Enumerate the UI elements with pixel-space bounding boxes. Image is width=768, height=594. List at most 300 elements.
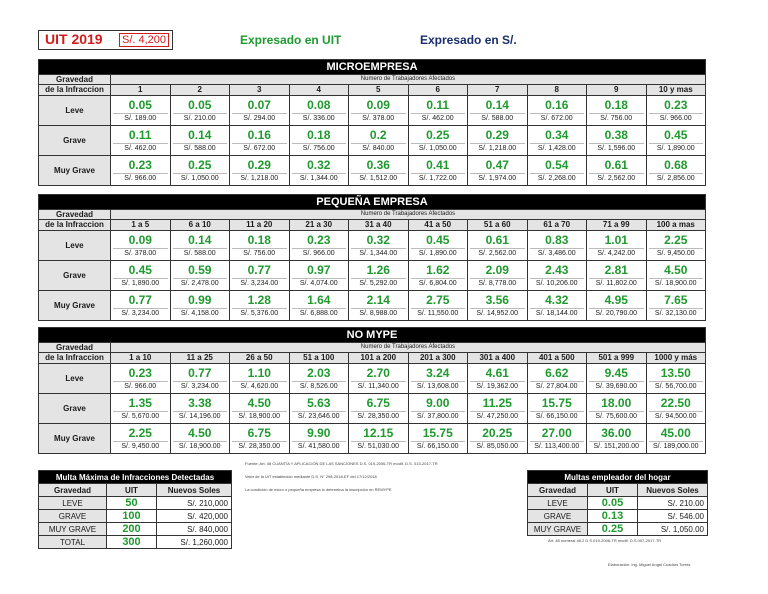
column-header: 5 <box>349 85 409 96</box>
fine-uit: 0.77 <box>128 292 152 307</box>
household-fines-table <box>527 470 708 536</box>
gravedad-cell: GRAVE <box>528 510 588 523</box>
fine-soles: S/. 1,050.00 <box>173 173 228 183</box>
gravedad-header-2: de la Infraccion <box>39 220 111 231</box>
fine-uit: 0.29 <box>485 127 509 142</box>
uit-cell: 200 <box>107 523 157 536</box>
fine-cell <box>587 394 647 424</box>
fine-uit: 0.05 <box>188 97 212 112</box>
fine-cell <box>408 291 468 321</box>
fine-uit: 9.00 <box>426 395 450 410</box>
fine-soles: S/. 6,804.00 <box>411 278 466 288</box>
fine-cell <box>408 96 468 126</box>
fine-uit: 2.75 <box>426 292 450 307</box>
fine-cell <box>289 261 349 291</box>
column-header: 1000 y más <box>646 353 706 364</box>
fine-uit: 0.54 <box>545 157 569 172</box>
fine-cell <box>408 364 468 394</box>
fine-cell <box>646 126 706 156</box>
fine-soles: S/. 9,450.00 <box>113 441 168 451</box>
fine-cell <box>646 96 706 126</box>
column-header: 41 a 50 <box>408 220 468 231</box>
fine-soles: S/. 3,486.00 <box>530 248 585 258</box>
fine-cell <box>408 424 468 454</box>
fine-cell <box>408 394 468 424</box>
fine-uit: 0.23 <box>664 97 688 112</box>
max-col-soles: Nuevos Soles <box>157 484 232 497</box>
fine-cell <box>111 424 171 454</box>
fine-uit: 2.43 <box>545 262 569 277</box>
fine-soles: S/. 1,218.00 <box>232 173 287 183</box>
column-header: 401 a 500 <box>527 353 587 364</box>
fines-matrix <box>38 327 706 454</box>
fine-soles: S/. 18,900.00 <box>232 411 287 421</box>
fine-soles: S/. 588.00 <box>470 113 525 123</box>
table-row <box>39 536 232 549</box>
fine-uit: 0.09 <box>128 232 152 247</box>
soles-cell: S/. 1,050.00 <box>638 523 708 536</box>
fine-cell <box>646 364 706 394</box>
fine-soles: S/. 66,150.00 <box>411 441 466 451</box>
fine-uit: 4.32 <box>545 292 569 307</box>
fine-uit: 3.56 <box>485 292 509 307</box>
fine-soles: S/. 378.00 <box>351 113 406 123</box>
fine-uit: 0.41 <box>426 157 450 172</box>
fine-cell <box>468 261 528 291</box>
fine-uit: 0.77 <box>247 262 271 277</box>
fine-soles: S/. 20,790.00 <box>589 308 644 318</box>
fine-cell <box>468 156 528 186</box>
fine-uit: 36.00 <box>601 425 632 440</box>
fine-cell <box>349 261 409 291</box>
table-row <box>39 364 706 394</box>
fine-soles: S/. 2,562.00 <box>470 248 525 258</box>
fine-uit: 0.25 <box>188 157 212 172</box>
fine-cell <box>587 261 647 291</box>
gravedad-cell: MUY GRAVE <box>39 523 107 536</box>
fine-cell <box>349 291 409 321</box>
fine-cell <box>230 424 290 454</box>
fine-cell <box>349 96 409 126</box>
table-row <box>528 523 708 536</box>
fine-soles: S/. 39,690.00 <box>589 381 644 391</box>
section-title: MICROEMPRESA <box>39 60 706 75</box>
fines-matrix <box>38 194 706 321</box>
soles-cell: S/. 546.00 <box>638 510 708 523</box>
section-0 <box>38 59 706 186</box>
max-col-uit: UIT <box>107 484 157 497</box>
fine-soles: S/. 672.00 <box>232 143 287 153</box>
fine-soles: S/. 66,150.00 <box>530 411 585 421</box>
fine-uit: 0.97 <box>307 262 331 277</box>
fine-uit: 2.81 <box>604 262 628 277</box>
fine-cell <box>587 126 647 156</box>
fine-soles: S/. 1,596.00 <box>589 143 644 153</box>
fine-uit: 0.05 <box>128 97 152 112</box>
table-row <box>39 291 706 321</box>
fine-soles: S/. 18,900.00 <box>173 441 228 451</box>
fine-uit: 1.35 <box>128 395 152 410</box>
table-row <box>528 510 708 523</box>
fine-soles: S/. 37,800.00 <box>411 411 466 421</box>
trabajadores-header: Numero de Trabajadores Afectados <box>111 210 706 220</box>
fine-soles: S/. 14,196.00 <box>173 411 228 421</box>
fine-cell <box>170 156 230 186</box>
fine-soles: S/. 51,030.00 <box>351 441 406 451</box>
fine-uit: 0.23 <box>128 365 152 380</box>
fine-uit: 0.07 <box>247 97 271 112</box>
fine-cell <box>170 96 230 126</box>
table-row <box>39 96 706 126</box>
fine-uit: 0.29 <box>247 157 271 172</box>
fine-cell <box>170 291 230 321</box>
fine-uit: 0.11 <box>128 127 152 142</box>
fine-soles: S/. 756.00 <box>292 143 347 153</box>
fine-cell <box>230 96 290 126</box>
fine-cell <box>170 364 230 394</box>
column-header: 51 a 100 <box>289 353 349 364</box>
fine-cell <box>646 231 706 261</box>
uit-cell: 0.05 <box>588 497 638 510</box>
fine-uit: 0.36 <box>366 157 390 172</box>
fine-soles: S/. 11,802.00 <box>589 278 644 288</box>
fine-cell <box>289 394 349 424</box>
fine-uit: 1.01 <box>604 232 628 247</box>
fine-soles: S/. 11,550.00 <box>411 308 466 318</box>
fine-soles: S/. 11,340.00 <box>351 381 406 391</box>
fine-cell <box>527 424 587 454</box>
fine-soles: S/. 966.00 <box>113 173 168 183</box>
column-header: 100 a mas <box>646 220 706 231</box>
column-header: 9 <box>587 85 647 96</box>
gravedad-cell: LEVE <box>39 497 107 510</box>
fine-uit: 15.75 <box>541 395 572 410</box>
fine-soles: S/. 41,580.00 <box>292 441 347 451</box>
fine-uit: 0.14 <box>485 97 509 112</box>
fine-uit: 3.24 <box>426 365 450 380</box>
fine-soles: S/. 56,700.00 <box>649 381 704 391</box>
fine-uit: 0.16 <box>247 127 271 142</box>
fine-uit: 0.23 <box>307 232 331 247</box>
column-header: 11 a 20 <box>230 220 290 231</box>
fine-uit: 0.32 <box>307 157 331 172</box>
fine-soles: S/. 756.00 <box>589 113 644 123</box>
gravedad-cell: TOTAL <box>39 536 107 549</box>
fine-uit: 1.10 <box>247 365 271 380</box>
fine-uit: 2.14 <box>366 292 390 307</box>
fine-soles: S/. 2,562.00 <box>589 173 644 183</box>
fine-cell <box>646 261 706 291</box>
fine-soles: S/. 966.00 <box>292 248 347 258</box>
fine-soles: S/. 27,804.00 <box>530 381 585 391</box>
table-row <box>39 497 232 510</box>
fine-soles: S/. 966.00 <box>649 113 704 123</box>
fine-uit: 0.14 <box>188 127 212 142</box>
column-header: 26 a 50 <box>230 353 290 364</box>
fine-cell <box>468 96 528 126</box>
fine-uit: 18.00 <box>601 395 632 410</box>
fine-cell <box>349 156 409 186</box>
fine-cell <box>349 364 409 394</box>
fine-soles: S/. 1,890.00 <box>411 248 466 258</box>
row-label: Leve <box>39 231 111 261</box>
column-header: 11 a 25 <box>170 353 230 364</box>
fine-soles: S/. 32,130.00 <box>649 308 704 318</box>
table-row <box>39 261 706 291</box>
fine-uit: 1.62 <box>426 262 450 277</box>
hogar-col-gravedad: Gravedad <box>528 484 588 497</box>
fine-uit: 4.50 <box>188 425 212 440</box>
row-label: Leve <box>39 364 111 394</box>
fine-soles: S/. 6,888.00 <box>292 308 347 318</box>
fine-soles: S/. 5,376.00 <box>232 308 287 318</box>
fine-uit: 11.25 <box>482 395 512 410</box>
fine-soles: S/. 378.00 <box>113 248 168 258</box>
column-header: 51 a 60 <box>468 220 528 231</box>
trabajadores-header: Numero de Trabajadores Afectados <box>111 343 706 353</box>
column-header: 6 <box>408 85 468 96</box>
soles-cell: S/. 1,260,000 <box>157 536 232 549</box>
gravedad-cell: LEVE <box>528 497 588 510</box>
fine-uit: 0.45 <box>426 232 450 247</box>
column-header: 301 a 400 <box>468 353 528 364</box>
fine-soles: S/. 23,646.00 <box>292 411 347 421</box>
row-label: Leve <box>39 96 111 126</box>
trabajadores-header: Numero de Trabajadores Afectados <box>111 75 706 85</box>
fine-uit: 3.38 <box>188 395 212 410</box>
fine-soles: S/. 47,250.00 <box>470 411 525 421</box>
column-header: 3 <box>230 85 290 96</box>
credit: Elaboración: Ing. Miguel Angel Cuadros Torres <box>608 562 691 567</box>
fine-soles: S/. 151,200.00 <box>589 441 644 451</box>
column-header: 21 a 30 <box>289 220 349 231</box>
row-label: Grave <box>39 261 111 291</box>
fine-cell <box>587 156 647 186</box>
uit-value: S/. 4,200 <box>119 33 169 47</box>
fine-soles: S/. 14,952.00 <box>470 308 525 318</box>
uit-cell: 100 <box>107 510 157 523</box>
fine-soles: S/. 966.00 <box>113 381 168 391</box>
fine-uit: 4.61 <box>485 365 509 380</box>
fine-soles: S/. 19,362.00 <box>470 381 525 391</box>
fine-cell <box>408 126 468 156</box>
gravedad-header: Gravedad <box>39 210 111 220</box>
fine-cell <box>408 231 468 261</box>
uit-cell: 300 <box>107 536 157 549</box>
fine-soles: S/. 4,074.00 <box>292 278 347 288</box>
fine-soles: S/. 28,350.00 <box>232 441 287 451</box>
fine-cell <box>111 291 171 321</box>
fine-soles: S/. 462.00 <box>411 113 466 123</box>
fine-cell <box>408 156 468 186</box>
fine-uit: 13.50 <box>660 365 691 380</box>
fine-uit: 1.28 <box>247 292 271 307</box>
note-uit: Valor de la UIT establecido mediante D.S. N° 298-2018-EF del 17/12/2018 <box>245 474 377 479</box>
fine-uit: 0.32 <box>366 232 390 247</box>
fine-soles: S/. 2,856.00 <box>649 173 704 183</box>
fine-soles: S/. 18,900.00 <box>649 278 704 288</box>
fines-matrix <box>38 59 706 186</box>
section-title: NO MYPE <box>39 328 706 343</box>
fine-soles: S/. 2,478.00 <box>173 278 228 288</box>
column-header: 61 a 70 <box>527 220 587 231</box>
fine-soles: S/. 5,670.00 <box>113 411 168 421</box>
fine-uit: 0.59 <box>188 262 212 277</box>
fine-cell <box>349 394 409 424</box>
fine-soles: S/. 1,974.00 <box>470 173 525 183</box>
fine-soles: S/. 85,050.00 <box>470 441 525 451</box>
hogar-col-soles: Nuevos Soles <box>638 484 708 497</box>
soles-cell: S/. 840,000 <box>157 523 232 536</box>
fine-uit: 5.63 <box>307 395 331 410</box>
row-label: Grave <box>39 394 111 424</box>
gravedad-header: Gravedad <box>39 343 111 353</box>
section-2 <box>38 327 706 454</box>
column-header: 71 a 99 <box>587 220 647 231</box>
fine-soles: S/. 3,234.00 <box>232 278 287 288</box>
fine-soles: S/. 189.00 <box>113 113 168 123</box>
column-header: 101 a 200 <box>349 353 409 364</box>
fine-uit: 15.75 <box>422 425 453 440</box>
fine-uit: 6.75 <box>366 395 390 410</box>
fine-soles: S/. 1,218.00 <box>470 143 525 153</box>
gravedad-cell: MUY GRAVE <box>528 523 588 536</box>
fine-cell <box>230 231 290 261</box>
column-header: 1 a 5 <box>111 220 171 231</box>
fine-uit: 2.09 <box>485 262 509 277</box>
fine-soles: S/. 4,242.00 <box>589 248 644 258</box>
fine-uit: 1.64 <box>307 292 331 307</box>
fine-cell <box>646 156 706 186</box>
fine-cell <box>349 231 409 261</box>
fine-soles: S/. 1,344.00 <box>351 248 406 258</box>
fine-cell <box>527 394 587 424</box>
fine-soles: S/. 1,512.00 <box>351 173 406 183</box>
fine-cell <box>468 126 528 156</box>
fine-uit: 2.03 <box>307 365 331 380</box>
max-col-gravedad: Gravedad <box>39 484 107 497</box>
fine-uit: 0.45 <box>128 262 152 277</box>
fine-cell <box>111 156 171 186</box>
fine-soles: S/. 9,450.00 <box>649 248 704 258</box>
fine-uit: 12.15 <box>363 425 394 440</box>
legend-soles: Expresado en S/. <box>420 33 517 47</box>
fine-uit: 0.61 <box>604 157 628 172</box>
fine-soles: S/. 28,350.00 <box>351 411 406 421</box>
fine-uit: 0.14 <box>188 232 212 247</box>
table-row <box>39 156 706 186</box>
uit-cell: 50 <box>107 497 157 510</box>
fine-soles: S/. 8,988.00 <box>351 308 406 318</box>
fine-soles: S/. 1,428.00 <box>530 143 585 153</box>
fine-soles: S/. 10,206.00 <box>530 278 585 288</box>
fine-uit: 0.08 <box>307 97 331 112</box>
note-remype: La condición de micro o pequeña empresa lo determina la inscripción en REMYPE <box>245 487 392 492</box>
fine-uit: 6.75 <box>247 425 271 440</box>
soles-cell: S/. 420,000 <box>157 510 232 523</box>
fine-uit: 4.50 <box>664 262 688 277</box>
fine-cell <box>646 424 706 454</box>
column-header: 31 a 40 <box>349 220 409 231</box>
fine-cell <box>468 394 528 424</box>
fine-cell <box>170 261 230 291</box>
fine-cell <box>468 291 528 321</box>
fine-uit: 0.61 <box>485 232 509 247</box>
fine-cell <box>170 126 230 156</box>
column-header: 4 <box>289 85 349 96</box>
section-title: PEQUEÑA EMPRESA <box>39 195 706 210</box>
fine-cell <box>230 394 290 424</box>
fine-soles: S/. 840.00 <box>351 143 406 153</box>
fine-cell <box>111 394 171 424</box>
fine-uit: 0.77 <box>188 365 212 380</box>
fine-uit: 6.62 <box>545 365 569 380</box>
fine-uit: 0.11 <box>426 97 450 112</box>
fine-cell <box>527 364 587 394</box>
note-source: Fuente: Art. 48 CUANTÍA Y APLICACIÓN DE LAS SANCIONES D.S. 019-2006-TR modif. D.S. 015-2017-TR <box>245 461 438 466</box>
fine-uit: 45.00 <box>660 425 691 440</box>
legend-uit: Expresado en UIT <box>240 33 342 47</box>
fine-soles: S/. 1,050.00 <box>411 143 466 153</box>
row-label: Grave <box>39 126 111 156</box>
fine-cell <box>646 394 706 424</box>
table-row <box>39 424 706 454</box>
fine-cell <box>587 424 647 454</box>
fine-soles: S/. 8,778.00 <box>470 278 525 288</box>
fine-soles: S/. 756.00 <box>232 248 287 258</box>
fine-soles: S/. 13,608.00 <box>411 381 466 391</box>
uit-cell: 0.25 <box>588 523 638 536</box>
fine-soles: S/. 5,292.00 <box>351 278 406 288</box>
fine-cell <box>289 126 349 156</box>
fine-cell <box>527 156 587 186</box>
fine-soles: S/. 588.00 <box>173 143 228 153</box>
fine-cell <box>527 291 587 321</box>
fine-cell <box>527 231 587 261</box>
fine-uit: 0.2 <box>369 127 387 142</box>
fine-cell <box>289 291 349 321</box>
fine-soles: S/. 1,890.00 <box>113 278 168 288</box>
fine-cell <box>468 424 528 454</box>
fine-cell <box>289 364 349 394</box>
table-row <box>39 231 706 261</box>
fine-uit: 9.90 <box>307 425 331 440</box>
fine-soles: S/. 1,722.00 <box>411 173 466 183</box>
column-header: 10 y mas <box>646 85 706 96</box>
soles-cell: S/. 210.00 <box>638 497 708 510</box>
fine-uit: 0.23 <box>128 157 152 172</box>
fine-cell <box>587 96 647 126</box>
gravedad-header-2: de la Infraccion <box>39 353 111 364</box>
fine-cell <box>230 261 290 291</box>
fine-soles: S/. 588.00 <box>173 248 228 258</box>
fine-uit: 22.50 <box>660 395 691 410</box>
fine-soles: S/. 462.00 <box>113 143 168 153</box>
fine-cell <box>230 291 290 321</box>
fine-cell <box>111 364 171 394</box>
fine-cell <box>408 261 468 291</box>
uit-year-label: UIT 2019 <box>45 31 103 47</box>
fine-uit: 20.25 <box>482 425 513 440</box>
fine-cell <box>111 231 171 261</box>
row-label: Muy Grave <box>39 156 111 186</box>
fine-soles: S/. 672.00 <box>530 113 585 123</box>
fine-cell <box>230 364 290 394</box>
uit-header-box <box>38 30 173 50</box>
fine-soles: S/. 1,890.00 <box>649 143 704 153</box>
fine-uit: 4.95 <box>604 292 628 307</box>
column-header: 1 a 10 <box>111 353 171 364</box>
